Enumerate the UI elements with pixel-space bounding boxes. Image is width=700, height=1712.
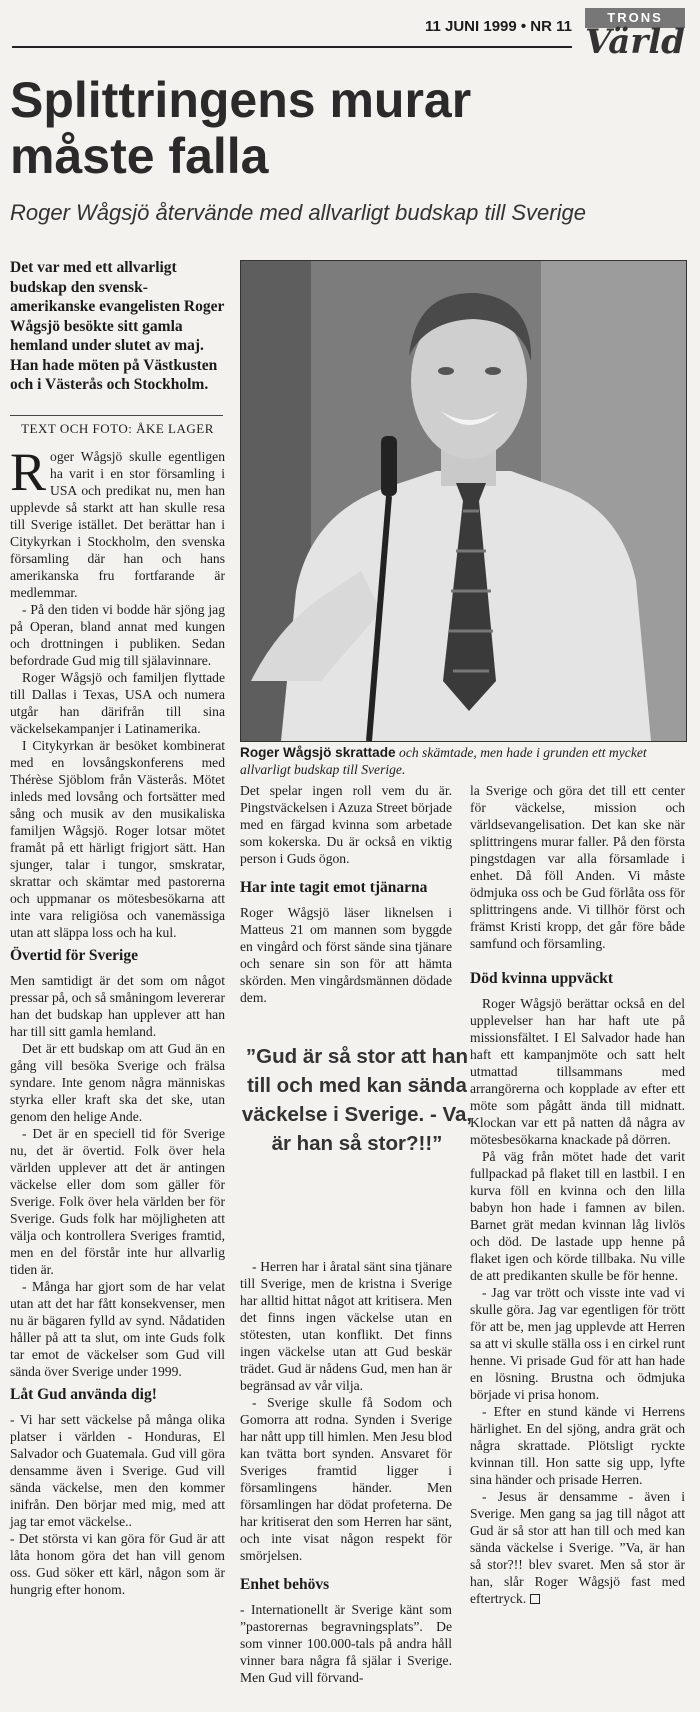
- credit-rule: [10, 415, 223, 416]
- photo-caption: [240, 744, 685, 778]
- header-rule: [12, 46, 572, 48]
- lead-paragraph: Det var med ett allvarligt budskap den svensk-amerikanske evangelisten Roger Wågsjö besökte sitt gamla hemland under slutet av maj. Han hade möten på Västkusten och i Västerås och Stockholm.: [10, 259, 225, 393]
- column-1: [10, 442, 225, 1598]
- issue-date: 11 JUNI 1999 • NR 11: [424, 18, 572, 35]
- column-2-lower: [240, 1258, 452, 1686]
- caption-text: och skämtade, men hade i grunden ett mycket allvarligt budskap till Sverige.: [240, 745, 647, 777]
- headline-line-1: Splittringens murar: [10, 72, 472, 128]
- caption-bold: Roger Wågsjö skrattade: [240, 745, 396, 760]
- col3-paragraph: På väg från mötet hade det varit fullpackad på flaket till en lastbil. I en kurva föll en kvinna och den lilla babyn hon hade i famnen av bilen. Barnet grät medan kvinnan låg livlös och död. De lastade upp henne på flaket igen och körde tillbaka. Nu ville de att predikanten skulle be för henne.: [470, 1149, 685, 1283]
- col1-paragraph: - Vi har sett väckelse på många olika platser i världen - Honduras, El Salvador och Guatemala. Gud vill göra densamme även i Sverige. Gud vill sända väckelse, men den kommer inifrån. Den börjar med mig, med att jag tar emot väckelse..: [10, 1412, 225, 1529]
- article-photo: [240, 260, 687, 742]
- subheading-overtid: Övertid för Sverige: [10, 947, 138, 964]
- col1-paragraph: I Citykyrkan är besöket kombinerat med en lovsångskonferens med Thérèse Sjöblom från Västerås. Mötet inleds med lovsång och fortsätter med sång och musik av den musikaliska familjen Wågsjö. Roger lotsar mötet framåt på ett härligt frigjort sätt. Han sjunger, talar i tungor, smskratar, skrattar och skämtar med pastorerna och uppmanar os mötesbesökarna att inte vara religiösa och vanemässiga utan att släppa loss och ha kul.: [10, 738, 225, 940]
- col2-paragraph: Roger Wågsjö läser liknelsen i Matteus 21 om mannen som byggde en vingård och först sände sina tjänare och senare sin son för att hämta skörden. Men vingårdsmännen dödade dem.: [240, 905, 452, 1005]
- col2-paragraph: - Herren har i åratal sänt sina tjänare till Sverige, men de kristna i Sverige har alltid hittat något att kritisera. Men det finns ingen väckelse utan en stötesten, utan konflikt. Det finns ingen väckelse utan att Gud beskär trädet. Gud är nådens Gud, men han är begränsad av vår vilja.: [240, 1259, 452, 1393]
- subheading-lat-gud: Låt Gud använda dig!: [10, 1386, 157, 1403]
- col3-last-text: - Jesus är densamme - även i Sverige. Men gang sa jag till något att Gud är så stor att han till och med kan sända väckelse i Sverige. ”Va, är han så stor?!! blev svaret. Men så stor är han, slår Roger Wågsjö fast med eftertryck.: [470, 1489, 685, 1606]
- publication-logo: [585, 8, 685, 68]
- col1-p1-text: oger Wågsjö skulle egentligen ha varit i en stor församling i USA och predikat nu, men han upplevde så starkt att han skulle resa till Sverige istället. Det berättar han i Citykyrkan i Stockholm, den svenska församling där han och hans amerikanska fru fortfarande är medlemmar.: [10, 449, 225, 600]
- logo-top: TRONS: [585, 8, 685, 28]
- col1-paragraph: - Det är en speciell tid för Sverige nu, det är övertid. Folk över hela världen upplever att det är antingen väckelse eller dom som gäller för Sverige. Folk över hela världen ber för Sverige. Guds folk har möjligheten att välja och kontrollera Sveriges framtid, men en del förstår inte hur allvarlig tiden är.: [10, 1126, 225, 1277]
- col3-paragraph: - Efter en stund kände vi Herrens härlighet. En del sjöng, andra grät och några skrattade. Plötsligt ryckte kvinnan till. Hon satte sig upp, lyfte sina händer och prisade Herren.: [470, 1404, 685, 1487]
- col2-paragraph: - Internationellt är Sverige känt som ”pastorernas begravningsplats”. De som vinner 100.000-tals på andra håll vinner bara några få själar i Sverige. Men Gud vill förvand-: [240, 1602, 452, 1685]
- subheadline: Roger Wågsjö återvände med allvarligt budskap till Sverige: [10, 200, 586, 225]
- pull-quote: ”Gud är så stor att han till och med kan sända väckelse i Sverige. - Va, är han så stor?!!”: [241, 1045, 473, 1155]
- subheading-enhet: Enhet behövs: [240, 1576, 330, 1593]
- headline-line-2: måste falla: [10, 128, 269, 184]
- col2-paragraph: - Sverige skulle få Sodom och Gomorra att rodna. Synden i Sverige har nått upp till himlen. Men Jesu blod kan tvätta bort synden. Ansvaret för Sveriges framtid ligger i församlingens händer. Men församlingen har dödat profeterna. De har kritiserat den som Herren har sänt, och inte visat någon respekt för smörjelsen.: [240, 1395, 452, 1563]
- col1-paragraph: - Det största vi kan göra för Gud är att låta honom göra det han vill genom oss. Gud söker ett kärl, någon som är hungrig efter honom.: [10, 1531, 225, 1597]
- col1-paragraph: Det är ett budskap om att Gud än en gång vill besöka Sverige och frälsa syndare. Inte genom några människas styrka eller kraft ska det ske, utan genom den helige Ande.: [10, 1041, 225, 1124]
- byline-credit: TEXT OCH FOTO: ÅKE LAGER: [21, 421, 214, 436]
- headline: [10, 72, 610, 184]
- column-2-upper: [240, 782, 452, 1006]
- col3-paragraph: la Sverige och göra det till ett center för väckelse, mission och världsevangelisation. Det kan ske när splittringens murar faller. På den första pingstdagen var alla församlade i enhet. Då föll Anden. Vi måste ödmjuka oss och be Gud förlåta oss för splittringens ande. Vi tillhör först och främst Kristi kropp, det går före både samfund och församling.: [470, 783, 685, 951]
- column-3: [470, 782, 685, 1607]
- col1-paragraph: Men samtidigt är det som om något pressar på, och så småningom levererar han det budskap han upplever att han har till sitt gamla hemland.: [10, 973, 225, 1039]
- drop-cap: R: [10, 442, 47, 502]
- subheading-tjanarna: Har inte tagit emot tjänarna: [240, 879, 428, 896]
- col3-paragraph: [470, 1488, 685, 1607]
- col3-paragraph: Roger Wågsjö berättar också en del upplevelser han har haft ute på missionsfältet. I El Salvador hade han haft ett kampanjmöte och satt helt utmattad tillsammans med arrangörerna och kopplade av efter ett möte som pågått ända till midnatt. Klockan var ett på natten då några av mötesbesökarna knackade på dörren.: [470, 996, 685, 1147]
- col1-paragraph: - Många har gjort som de har velat utan att det har fått konsekvenser, men nu är bägaren fylld av synd. Nådatiden håller på att ta slut, om inte Guds folk tar emot de väckelser som Gud vill sända över Sverige under 1999.: [10, 1279, 225, 1379]
- col3-paragraph: - Jag var trött och visste inte vad vi skulle göra. Jag var egentligen för trött för att be, men jag upplevde att Herren sa att vi skulle ställa oss i en cirkel runt henne. Vi prisade Gud för att han hade en lösning. Brustna och ödmjuka började vi prisa honom.: [470, 1285, 685, 1402]
- col2-paragraph: Det spelar ingen roll vem du är. Pingstväckelsen i Azuza Street började med en färgad kvinna som arbetade som kokerska. Du är också en viktig person i Guds ögon.: [240, 783, 452, 866]
- logo-main: Värld: [585, 22, 685, 62]
- photo-illustration: [241, 261, 686, 741]
- col1-paragraph: [10, 442, 225, 601]
- subheading-dod-kvinna: Död kvinna uppväckt: [470, 970, 614, 987]
- col1-paragraph: Roger Wågsjö och familjen flyttade till Dallas i Texas, USA och numera utgår han därifrån till sina väckelsekampanjer i Latinamerika.: [10, 670, 225, 736]
- col1-paragraph: - På den tiden vi bodde här sjöng jag på Operan, bland annat med kungen och drottningen i publiken. Sedan befordrade Gud mig till själavinnare.: [10, 602, 225, 668]
- end-mark-icon: [530, 1594, 540, 1604]
